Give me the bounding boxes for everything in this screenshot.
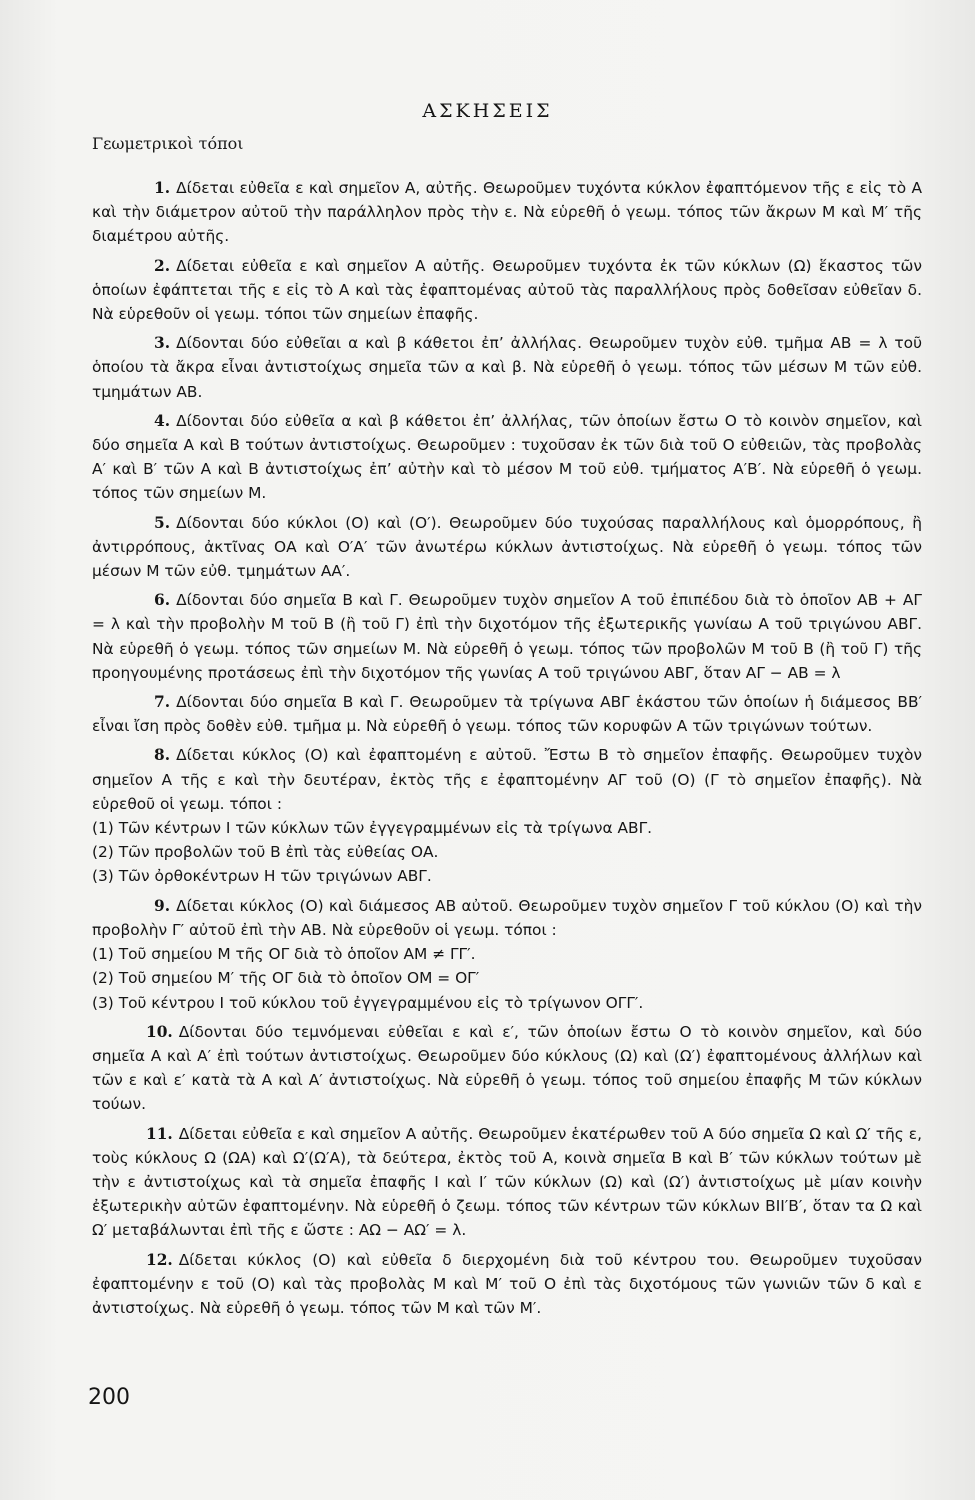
exercise-text: Δίδονται δύο εὐθεῖα α καὶ β κάθετοι ἐπ’ ἀλλήλας, τῶν ὁποίων ἔστω Ο τὸ κοινὸν σημεῖον, καὶ δύο σημεῖα Α καὶ Β τούτων ἀντιστοίχως. Θεωροῦμεν : τυχοῦσαν ἐκ τῶν διὰ τοῦ Ο εὐθειῶν, τὰς προβολὰς Α′ καὶ Β′ τῶν Α καὶ Β ἀντιστοίχως ἐπ’ αὐτὴν καὶ τὸ μέσον Μ τοῦ εὐθ. τμήματος Α′Β′. Νὰ εὑρεθῆ ὁ γεωμ. τόπος τῶν σημείων Μ.: [92, 411, 922, 503]
exercise-3: [92, 331, 922, 404]
exercise-10: [92, 1020, 922, 1117]
exercise-7: [92, 690, 922, 738]
exercise-text: Δίδεται κύκλος (Ο) καὶ ἐφαπτομένη ε αὐτοῦ. Ἔστω Β τὸ σημεῖον ἐπαφῆς. Θεωροῦμεν τυχὸν σημεῖον Α τῆς ε καὶ τὴν δευτέραν, ἐκτὸς τῆς ε ἐφαπτομένην ΑΓ τοῦ (Ο) (Γ τὸ σημεῖον ἐπαφῆς). Νὰ εὑρεθοῦ οἱ γεωμ. τόποι :: [92, 746, 922, 813]
exercise-list: [92, 176, 922, 1325]
exercise-1: [92, 176, 922, 249]
page-title: ΑΣΚΗΣΕΙΣ: [422, 100, 553, 122]
exercise-12: [92, 1248, 922, 1321]
section-title: Γεωμετρικοὶ τόποι: [92, 134, 244, 153]
page-number: 200: [88, 1385, 130, 1410]
exercise-8-item-2: (2) Τῶν προβολῶν τοῦ Β ἐπὶ τὰς εὐθείας ΟΑ.: [92, 843, 439, 862]
exercise-text: Δίδονται δύο τεμνόμεναι εὐθεῖαι ε καὶ ε′, τῶν ὁποίων ἔστω Ο τὸ κοινὸν σημεῖον, καὶ δύο σημεῖα Α καὶ Α′ ἐπὶ τούτων ἀντιστοίχως. Θεωροῦμεν δύο κύκλους (Ω) καὶ (Ω′) ἐφαπτομένους ἀλλήλων καὶ τῶν ε καὶ ε′ κατὰ τὰ Α καὶ Α′ ἀντιστοίχως. Νὰ εὑρεθῆ ὁ γεωμ. τόπος τοῦ σημείου ἐπαφῆς Μ τῶν κύκλων τούων.: [92, 1022, 922, 1114]
exercise-number: 1.: [154, 179, 171, 197]
exercise-text: Δίδονται δύο σημεῖα Β καὶ Γ. Θεωροῦμεν τυχὸν σημεῖον Α τοῦ ἐπιπέδου διὰ τὸ ὁποῖον ΑΒ + ΑΓ = λ καὶ τὴν προβολὴν Μ τοῦ Β (ἢ τοῦ Γ) ἐπὶ τὴν διχοτόμον τῆς ἐξωτερικῆς γωνίαω Α τοῦ τριγώνου ΑΒΓ. Νὰ εὑρεθῆ ὁ γεωμ. τόπος τῶν σημείων Μ. Νὰ εὑρεθῆ ὁ γεωμ. τόπος τῶν προβολῶν Μ τοῦ Β (ἢ τοῦ Γ) τῆς προηγουμένης προτάσεως ἐπὶ τὴν διχοτόμον τῆς γωνίας Α τοῦ τριγώνου ΑΒΓ, ὅταν ΑΓ − ΑΒ = λ: [92, 591, 922, 682]
exercise-text: Δίδονται δύο κύκλοι (Ο) καὶ (Ο′). Θεωροῦμεν δύο τυχούσας παραλλήλους καὶ ὁμορρόπους, ἢ ἀντιρρόπους, ἀκτῖνας ΟΑ καὶ Ο′Α′ τῶν ἀνωτέρω κύκλων ἀντιστοίχως. Νὰ εὑρεθῆ ὁ γεωμ. τόπος τῶν μέσων Μ τῶν εὐθ. τμημάτων ΑΑ′.: [92, 513, 922, 581]
exercise-6: [92, 588, 922, 685]
exercise-number: 6.: [154, 591, 171, 610]
exercise-text: Δίδονται δύο σημεῖα Β καὶ Γ. Θεωροῦμεν τὰ τρίγωνα ΑΒΓ ἑκάστου τῶν ὁποίων ἡ διάμεσος ΒΒ′ εἶναι ἴση πρὸς δοθὲν εὐθ. τμῆμα μ. Νὰ εὑρεθῆ ὁ γεωμ. τόπος τῶν κορυφῶν Α τῶν τριγώνων τούτων.: [92, 693, 922, 736]
exercise-number: 3.: [154, 334, 171, 353]
exercise-text: Δίδεται κύκλος (Ο) καὶ διάμεσος ΑΒ αὐτοῦ. Θεωροῦμεν τυχὸν σημεῖον Γ τοῦ κύκλου (Ο) καὶ τὴν προβολὴν Γ′ αὐτοῦ ἐπὶ τὴν ΑΒ. Νὰ εὑρεθοῦν οἱ γεωμ. τόποι :: [92, 896, 922, 939]
exercise-9-item-2: (2) Τοῦ σημείου Μ′ τῆς ΟΓ διὰ τὸ ὁποῖον ΟΜ = ΟΓ′: [92, 969, 480, 988]
exercise-text: Δίδεται εὐθεῖα ε καὶ σημεῖον Α, αὐτῆς. Θεωροῦμεν τυχόντα κύκλον ἐφαπτόμενον τῆς ε εἰς τὸ Α καὶ τὴν διάμετρον αὐτοῦ τὴν παράλληλον πρὸς τὴν ε. Νὰ εὑρεθῆ ὁ γεωμ. τόπος τῶν ἄκρων Μ καὶ Μ′ τῆς διαμέτρου αὐτῆς.: [92, 179, 922, 246]
exercise-5: [92, 511, 922, 584]
exercise-text: Δίδεται κύκλος (Ο) καὶ εὐθεῖα δ διερχομένη διὰ τοῦ κέντρου του. Θεωροῦμεν τυχοῦσαν ἐφαπτομένην ε τοῦ (Ο) καὶ τὰς προβολὰς Μ καὶ Μ′ τοῦ Ο ἐπὶ τὰς διχοτόμους τῶν γωνιῶν τῶν δ καὶ ε ἀντιστοίχως. Νὰ εὑρεθῆ ὁ γεωμ. τόπος τῶν Μ καὶ τῶν Μ′.: [92, 1250, 922, 1317]
exercise-number: 10.: [146, 1022, 173, 1041]
exercise-number: 7.: [154, 693, 171, 712]
exercise-text: Δίδεται εὐθεῖα ε καὶ σημεῖον Α αὐτῆς. Θεωροῦμεν τυχόντα ἐκ τῶν κύκλων (Ω) ἕκαστος τῶν ὁποίων ἐφάπτεται τῆς ε εἰς τὸ Α καὶ τὰς ἐφαπτομένας αὐτοῦ τὰς παραλλήλους πρὸς δοθεῖσαν εὐθεῖαν δ. Νὰ εὑρεθοῦν οἱ γεωμ. τόποι τῶν σημείων ἐπαφῆς.: [92, 256, 922, 324]
exercise-number: 11.: [146, 1124, 173, 1143]
exercise-9-item-1: (1) Τοῦ σημείου Μ τῆς ΟΓ διὰ τὸ ὁποῖον ΑΜ ≠ ΓΓ′.: [92, 945, 476, 964]
exercise-8-item-3: (3) Τῶν ὀρθοκέντρων Η τῶν τριγώνων ΑΒΓ.: [92, 867, 432, 886]
exercise-4: [92, 409, 922, 506]
exercise-9: [92, 894, 922, 942]
exercise-8: [92, 743, 922, 816]
exercise-11: [92, 1122, 922, 1243]
exercise-number: 2.: [154, 256, 171, 275]
exercise-number: 8.: [154, 746, 171, 765]
exercise-2: [92, 254, 922, 327]
exercise-text: Δίδονται δύο εὐθεῖαι α καὶ β κάθετοι ἐπ’ ἀλλήλας. Θεωροῦμεν τυχὸν εὐθ. τμῆμα ΑΒ = λ τοῦ ὁποίου τὰ ἄκρα εἶναι ἀντιστοίχως σημεῖα τῶν α καὶ β. Νὰ εὑρεθῆ ὁ γεωμ. τόπος τῶν μέσων Μ τῶν εὐθ. τμημάτων ΑΒ.: [92, 334, 922, 401]
exercise-9-item-3: (3) Τοῦ κέντρου Ι τοῦ κύκλου τοῦ ἐγγεγραμμένου εἰς τὸ τρίγωνον ΟΓΓ′.: [92, 993, 644, 1012]
exercise-number: 9.: [154, 896, 171, 915]
exercise-8-item-1: (1) Τῶν κέντρων Ι τῶν κύκλων τῶν ἐγγεγραμμένων εἰς τὰ τρίγωνα ΑΒΓ.: [92, 819, 653, 838]
exercise-number: 12.: [146, 1250, 173, 1269]
exercise-number: 4.: [154, 411, 171, 430]
exercise-number: 5.: [154, 513, 171, 532]
exercise-text: Δίδεται εὐθεῖα ε καὶ σημεῖον Α αὐτῆς. Θεωροῦμεν ἑκατέρωθεν τοῦ Α δύο σημεῖα Ω καὶ Ω′ τῆς ε, τοὺς κύκλους Ω (ΩΑ) καὶ Ω′(Ω′Α), τὰ δεύτερα, ἐκτὸς τοῦ Α, κοινὰ σημεῖα Β καὶ Β′ τῶν κύκλων τούτων μὲ τὴν ε ἀντιστοίχως καὶ τὰ σημεῖα ἐπαφῆς Ι καὶ Ι′ τῶν κύκλων (Ω) καὶ (Ω′) ἀντιστοίχως μὲ μίαν κοινὴν ἐξωτερικὴν αὐτῶν ἐφαπτομένην. Νὰ εὑρεθῆ ὁ ζεωμ. τόπος τῶν κέντρων τῶν κύκλων ΒΙΙ′Β′, ὅταν τα Ω καὶ Ω′ μεταβάλωνται ἐπὶ τῆς ε ὥστε : ΑΩ − ΑΩ′ = λ.: [92, 1124, 922, 1240]
